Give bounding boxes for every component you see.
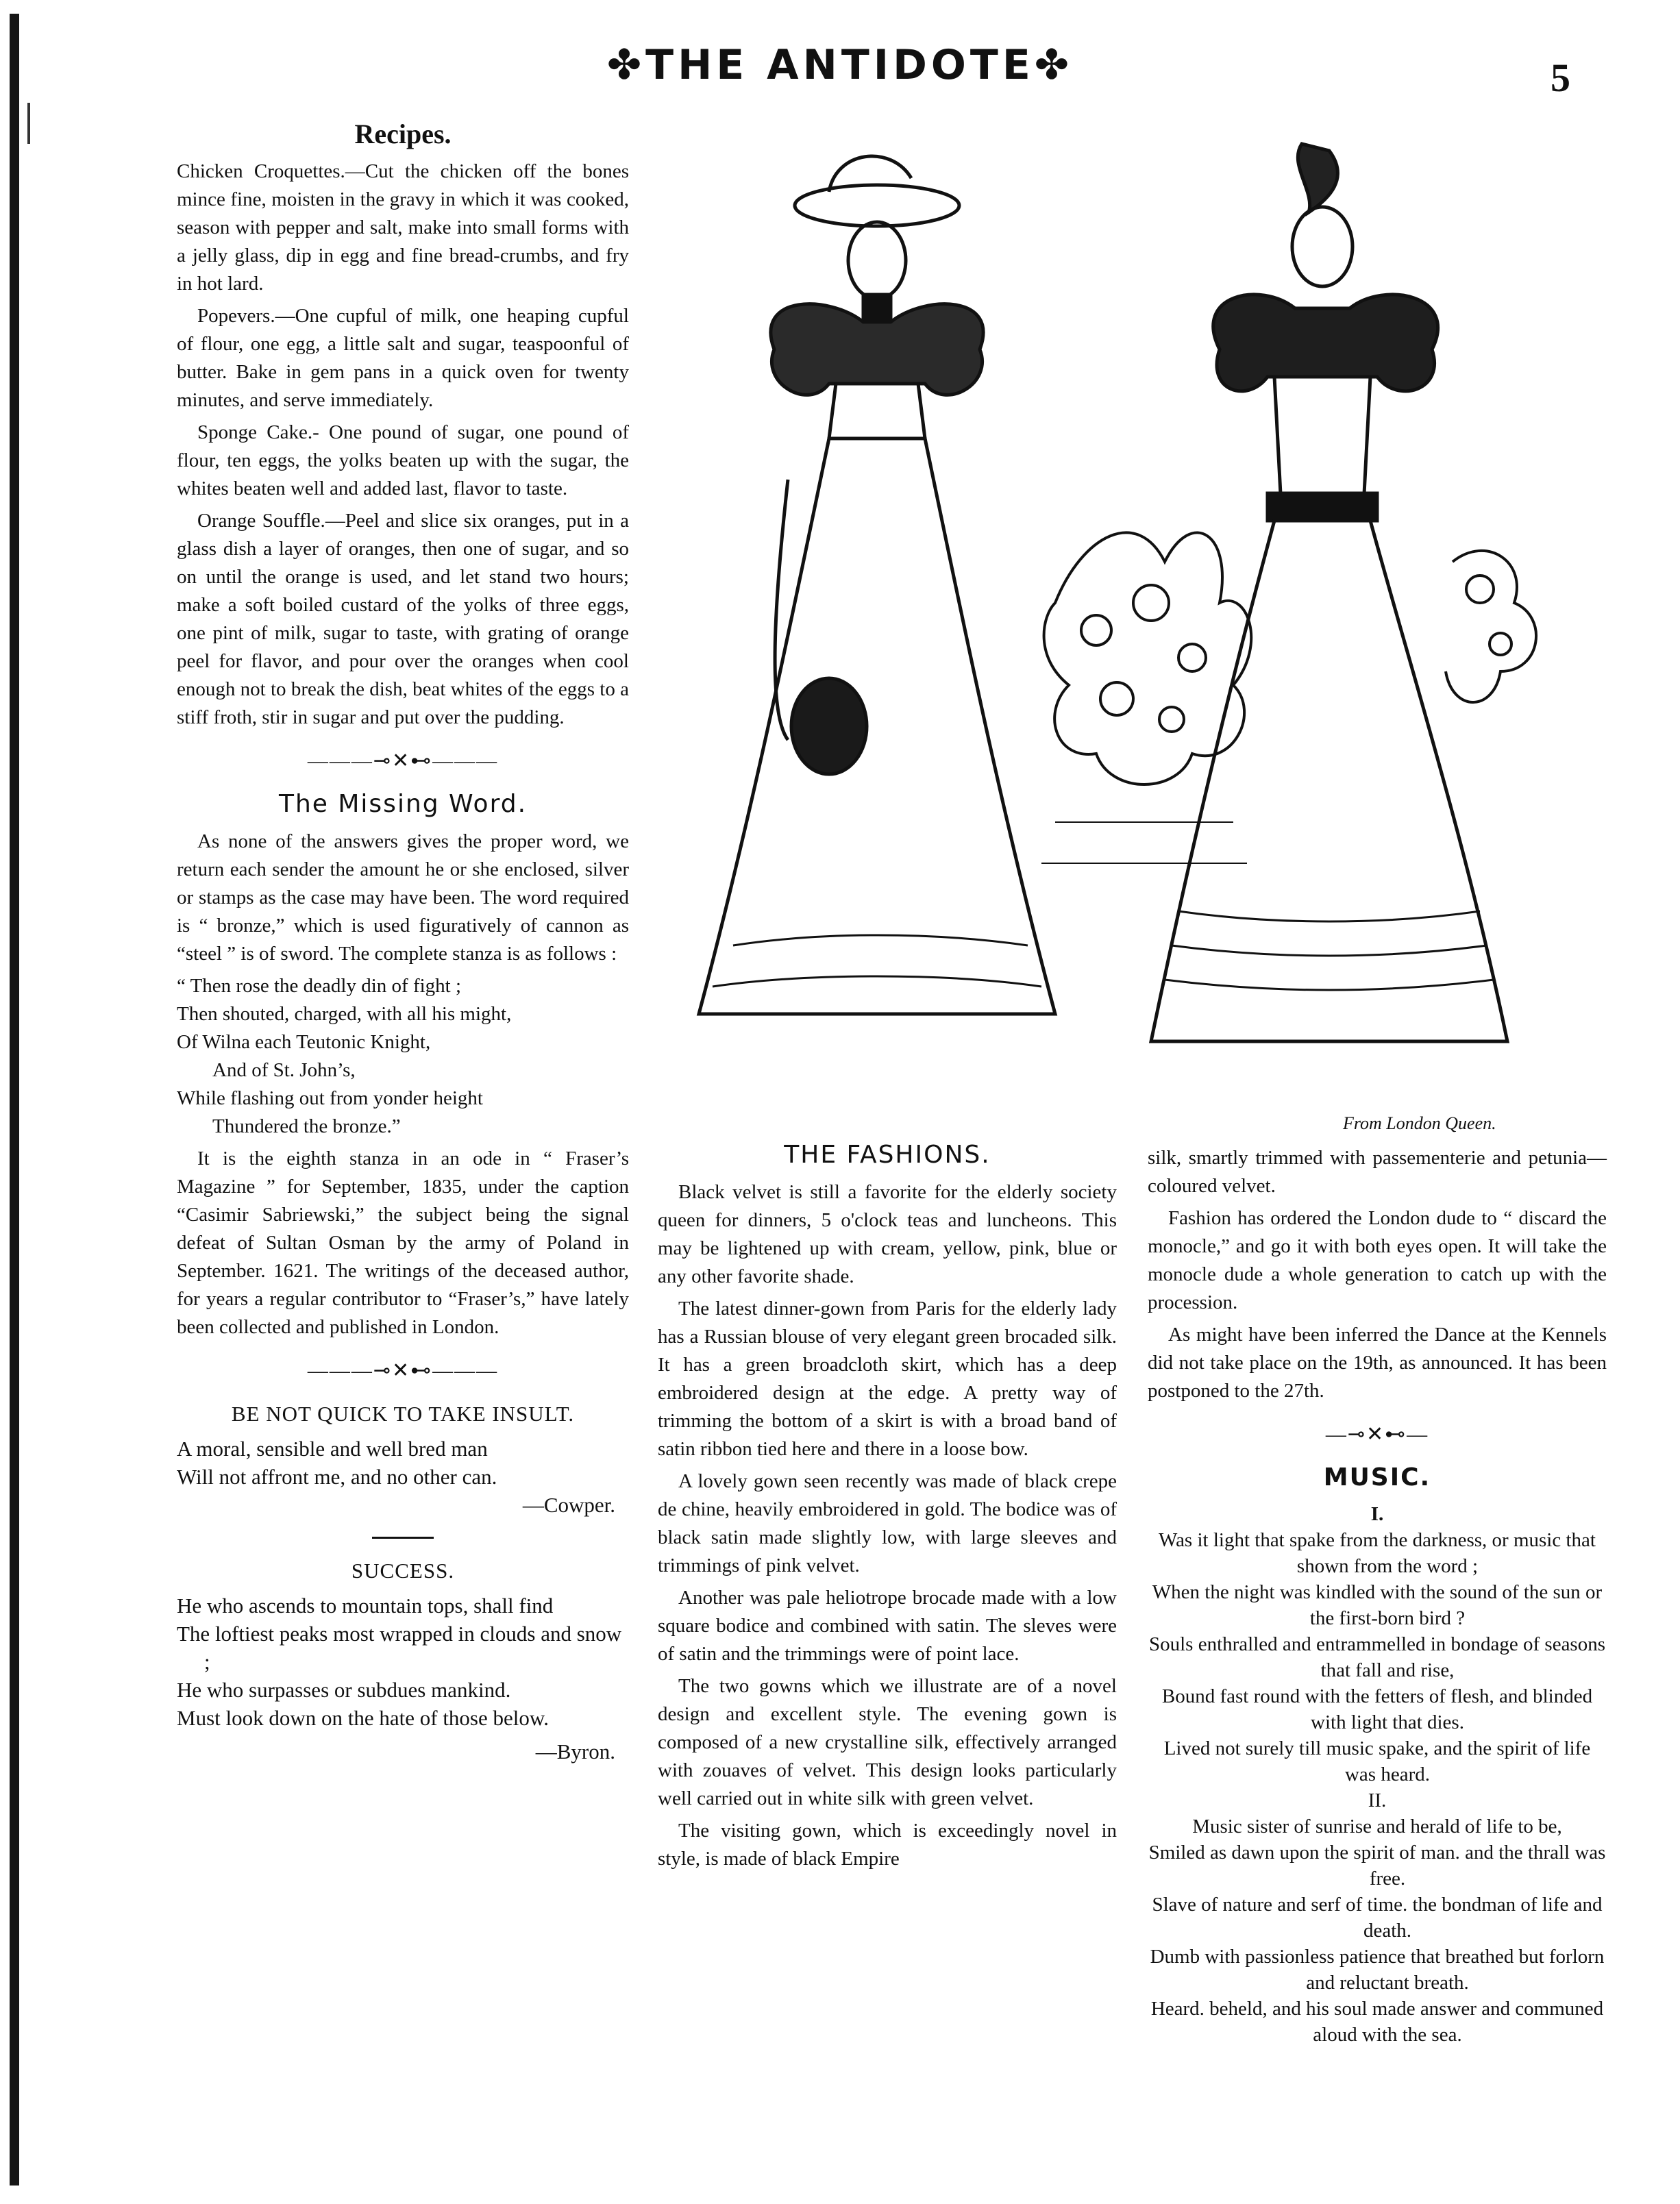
fashions-paragraph: The two gowns which we illustrate are of a novel design and excellent style. The evening gown is composed of a new crystalline silk, effectively arranged with zouaves of velvet. This design looks particularly well carried out in white silk with green velvet.	[658, 1675, 1117, 1809]
recipe-paragraph: Popevers.—One cupful of milk, one heaping cupful of flour, one egg, a little salt and sugar, teaspoonful of butter. Bake in gem pans in a quick oven for twenty minutes, and serve immediately.	[177, 305, 629, 411]
poem-line: Smiled as dawn upon the spirit of man. and the thrall was free.	[1148, 1842, 1606, 1890]
verse-line: The loftiest peaks most wrapped in clouds and snow ;	[177, 1622, 622, 1674]
fashions-heading: THE FASHIONS.	[784, 1141, 991, 1169]
poem-line: Slave of nature and serf of time. the bondman of life and death.	[1152, 1894, 1603, 1942]
poem-line: Music sister of sunrise and herald of life to be,	[1192, 1816, 1562, 1837]
fashions-continued: silk, smartly trimmed with passementerie and petunia—coloured velvet.	[1148, 1147, 1607, 1197]
illustration-caption: From London Queen.	[1343, 1113, 1496, 1133]
insult-verse	[177, 1435, 629, 1519]
fashions-paragraph: The latest dinner-gown from Paris for the elderly lady has a Russian blouse of very elegant green brocaded silk. It has a green broadcloth skirt, which has a deep embroidered design at the edge. A pretty way of trimming the bottom of a skirt is with a broad band of satin ribbon tied here and there in a loose bow.	[658, 1298, 1117, 1460]
evening-gown-figure	[1151, 144, 1507, 1041]
fashions-paragraph: The visiting gown, which is exceedingly novel in style, is made of black Empire	[658, 1820, 1117, 1870]
notes-paragraph: Fashion has ordered the London dude to “ discard the monocle,” and go it with both eyes open. It will take the monocle dude a whole generation to catch up with the procession.	[1148, 1207, 1607, 1313]
poem-line: Heard. beheld, and his soul made answer and communed aloud with the sea.	[1150, 1998, 1604, 2046]
column-middle	[658, 1141, 1117, 1877]
recipe-paragraph: Sponge Cake.- One pound of sugar, one pound of flour, ten eggs, the yolks beaten up with the sugar, the whites beaten well and added last, flavor to taste.	[177, 421, 629, 499]
page-number: 5	[1551, 55, 1570, 100]
section-ornament: ———⊸✕⊷———	[307, 1359, 499, 1382]
section-ornament: —⊸✕⊷—	[1325, 1423, 1429, 1446]
notes-paragraph: As might have been inferred the Dance at the Kennels did not take place on the 19th, as announced. It has been postponed to the 27th.	[1148, 1324, 1607, 1402]
visiting-gown-figure	[699, 156, 1055, 1014]
stanza-line: “ Then rose the deadly din of fight ;	[177, 975, 462, 997]
stanza-line: Of Wilna each Teutonic Knight,	[177, 1031, 431, 1053]
column-right	[1148, 1144, 1607, 2048]
masthead-title: ✤THE ANTIDOTE✤	[606, 41, 1074, 89]
attribution: —Cowper.	[522, 1493, 615, 1517]
missing-word-intro: As none of the answers gives the proper word, we return each sender the amount he or she enclosed, silver or stamps as the case may have been. The word required is “ bronze,” which is used figuratively of cannon as “steel ” is of sword. The complete stanza is as follows :	[177, 830, 629, 965]
part-number: II.	[1368, 1790, 1387, 1811]
part-number: I.	[1370, 1503, 1384, 1525]
fashions-paragraph: Black velvet is still a favorite for the elderly society queen for dinners, 5 o'clock teas and luncheons. This may be lightened up with cream, yellow, pink, blue or any other favorite shade.	[658, 1181, 1117, 1287]
stanza-line: While flashing out from yonder height	[177, 1087, 483, 1109]
column-left	[177, 120, 629, 1766]
margin-rule	[10, 14, 19, 2186]
verse-line: Will not affront me, and no other can.	[177, 1465, 497, 1489]
verse-line: Must look down on the hate of those below.	[177, 1706, 549, 1730]
poem-line: Dumb with passionless patience that breathed but forlorn and reluctant breath.	[1150, 1946, 1605, 1994]
divider	[372, 1537, 434, 1539]
margin-mark	[27, 103, 30, 144]
stanza-line: Thundered the bronze.”	[212, 1115, 401, 1137]
verse-line: A moral, sensible and well bred man	[177, 1437, 488, 1461]
poem-line: Was it light that spake from the darkness, or music that shown from the word ;	[1159, 1529, 1596, 1577]
missing-word-outro: It is the eighth stanza in an ode in “ Fraser’s Magazine ” for September, 1835, under the caption “Casimir Sabriewski,” the subject being the signal defeat of Sultan Osman by the army of Poland in September. 1621. The writings of the deceased author, for years a regular contributor to “Fraser’s,” have lately been collected and published in London.	[177, 1148, 629, 1338]
music-poem	[1148, 1501, 1607, 2048]
recipe-paragraph: Chicken Croquettes.—Cut the chicken off the bones mince fine, moisten in the gravy in which it was cooked, season with pepper and salt, make into small forms with a jelly glass, dip in egg and fine bread-crumbs, and fry in hot lard.	[177, 160, 629, 295]
fashions-paragraph: Another was pale heliotrope brocade made with a low square bodice and combined with satin. The sleves were of satin and the trimmings were of point lace.	[658, 1587, 1117, 1665]
ode-stanza	[177, 972, 629, 1141]
section-ornament: ———⊸✕⊷———	[307, 750, 499, 772]
insult-heading: BE NOT QUICK TO TAKE INSULT.	[231, 1402, 575, 1426]
poem-line: Bound fast round with the fetters of flesh, and blinded with light that dies.	[1161, 1685, 1593, 1733]
verse-line: He who ascends to mountain tops, shall find	[177, 1594, 554, 1618]
recipe-paragraph: Orange Souffle.—Peel and slice six oranges, put in a glass dish a layer of oranges, then one of sugar, and so on until the orange is used, and let stand two hours; make a soft boiled custard of the yolks of three eggs, one pint of milk, sugar to taste, with grating of orange peel for flavor, and pour over the oranges when cool enough not to break the dish, beat whites of the eggs to a stiff froth, stir in sugar and put over the pudding.	[177, 510, 629, 728]
poem-line: When the night was kindled with the sound of the sun or the first-born bird ?	[1152, 1581, 1603, 1629]
verse-line: He who surpasses or subdues mankind.	[177, 1678, 511, 1702]
success-verse	[177, 1592, 629, 1766]
stanza-line: And of St. John’s,	[212, 1059, 356, 1081]
stanza-line: Then shouted, charged, with all his might,	[177, 1003, 512, 1025]
fashions-paragraph: A lovely gown seen recently was made of black crepe de chine, heavily embroidered in gold. The bodice was of black satin made slightly low, with large sleeves and trimmings of pink velvet.	[658, 1470, 1117, 1576]
missing-word-heading: The Missing Word.	[278, 790, 528, 818]
success-heading: SUCCESS.	[351, 1559, 455, 1583]
recipes-heading: Recipes.	[354, 119, 452, 149]
music-heading: MUSIC.	[1323, 1463, 1431, 1491]
foliage-drawing	[1041, 532, 1536, 863]
poem-line: Lived not surely till music spake, and the spirit of life was heard.	[1163, 1737, 1591, 1785]
fashion-illustration	[671, 123, 1617, 1103]
poem-line: Souls enthralled and entrammelled in bondage of seasons that fall and rise,	[1148, 1633, 1606, 1681]
attribution: —Byron.	[535, 1739, 615, 1763]
